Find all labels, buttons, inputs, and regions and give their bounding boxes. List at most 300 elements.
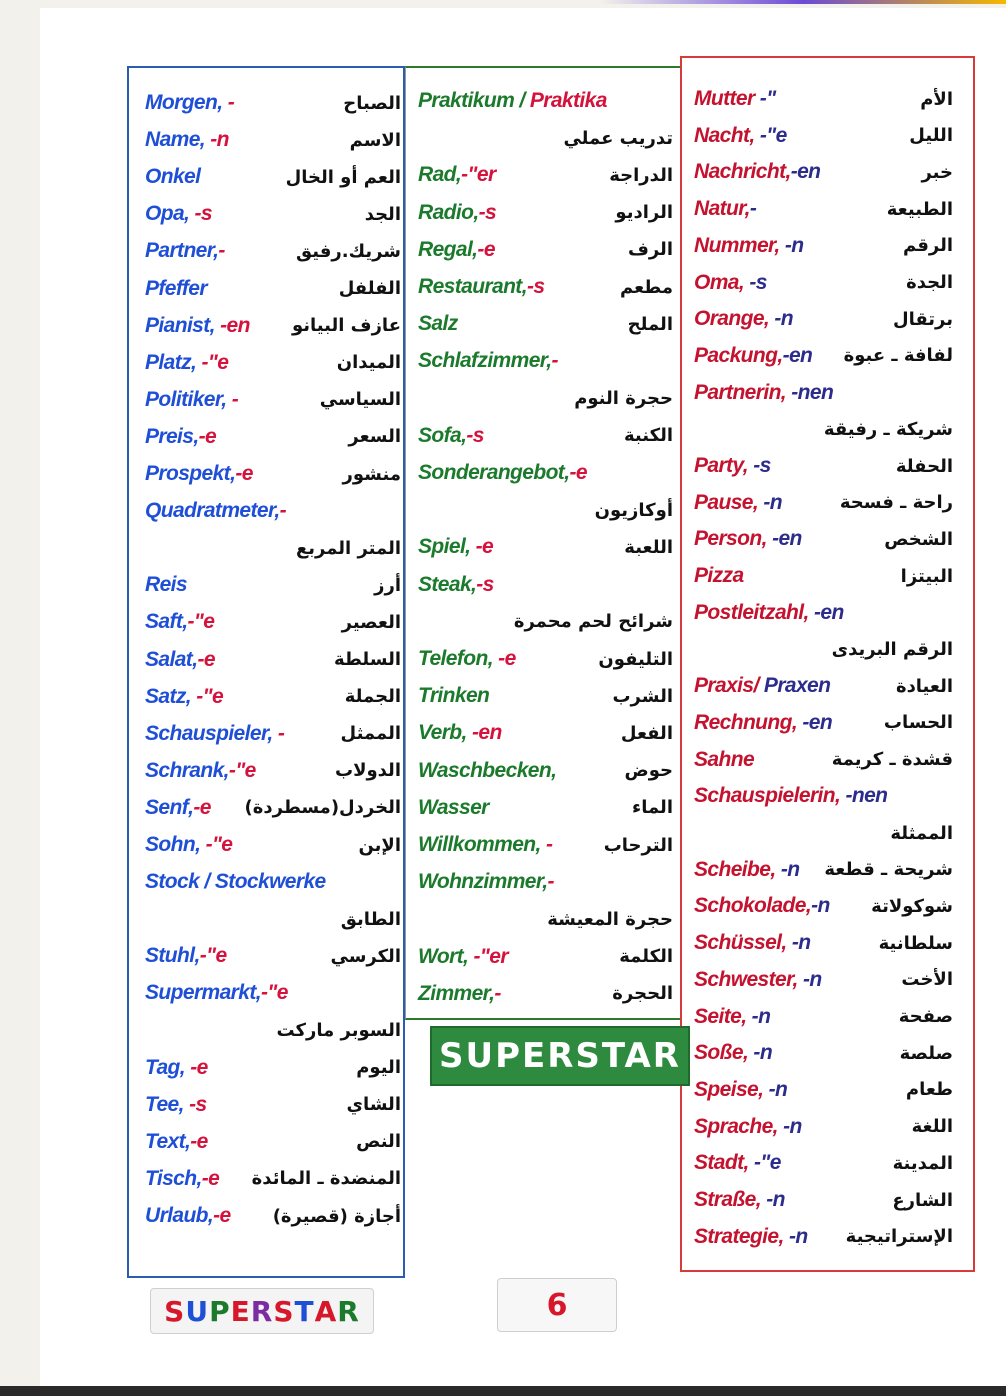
german-word	[694, 271, 767, 295]
german-word	[418, 796, 489, 820]
plural-suffix: -	[494, 981, 501, 1005]
german-word	[694, 87, 776, 111]
german-noun: Zimmer,	[418, 981, 495, 1005]
german-noun: Opa,	[145, 202, 190, 226]
vocab-row	[406, 830, 679, 860]
german-word	[694, 931, 811, 955]
vocab-row	[682, 745, 973, 775]
german-noun: Text,	[145, 1129, 191, 1153]
german-noun: Senf,	[145, 795, 194, 819]
german-noun: Saft,	[145, 610, 188, 634]
german-noun: Nummer,	[694, 233, 780, 257]
german-noun: Supermarkt,	[145, 981, 261, 1005]
vocab-row	[406, 198, 679, 228]
plural-suffix: -n	[758, 490, 782, 514]
german-noun: Schrank,	[145, 758, 229, 782]
plural-suffix: -e	[477, 237, 495, 261]
plural-suffix: -s	[189, 202, 212, 226]
arabic-translation: المنضدة ـ المائدة	[251, 1168, 401, 1190]
vocab-row	[682, 268, 973, 298]
german-word	[694, 601, 844, 625]
vocab-row	[406, 458, 679, 488]
german-noun: Verb,	[418, 721, 467, 745]
german-word	[145, 685, 223, 709]
german-noun: Wohnzimmer,	[418, 870, 548, 894]
vocab-row	[129, 1127, 403, 1157]
german-noun: Regal,	[418, 237, 478, 261]
german-word	[418, 238, 495, 262]
german-word	[145, 277, 207, 301]
german-noun: Spiel,	[418, 535, 471, 559]
vocab-row	[129, 1201, 403, 1231]
vocab-row	[682, 561, 973, 591]
arabic-translation: السلطة	[333, 649, 401, 670]
vocab-row	[406, 570, 679, 600]
arabic-translation: الخردل(مسطردة)	[244, 797, 401, 819]
plural-suffix: -n	[761, 1188, 785, 1211]
arabic-translation: الكرسي	[330, 945, 401, 967]
arabic-translation: الدولاب	[334, 760, 401, 782]
arabic-translation: السوبر ماركت	[276, 1020, 401, 1041]
arabic-translation: السياسي	[319, 389, 401, 411]
vocab-row	[406, 867, 679, 897]
arabic-translation: الماء	[632, 797, 673, 819]
german-word	[694, 1041, 772, 1065]
vocab-row	[129, 570, 403, 600]
arabic-translation: الجملة	[344, 686, 401, 708]
german-noun: Partner,	[145, 239, 219, 263]
logo-letter: U	[185, 1294, 210, 1328]
german-word	[418, 163, 496, 187]
arabic-translation: اليوم	[356, 1057, 401, 1079]
german-noun: Restaurant,	[418, 275, 527, 298]
german-word	[145, 1130, 208, 1154]
arabic-translation: الشخص	[884, 528, 953, 550]
german-word	[418, 275, 544, 299]
german-noun: Schwester,	[694, 967, 798, 991]
vocab-row	[129, 496, 403, 526]
logo-letter: P	[209, 1294, 231, 1328]
vocab-row	[682, 451, 973, 481]
arabic-translation: الأم	[920, 88, 953, 110]
german-noun: Pause,	[694, 490, 759, 514]
german-noun: Praxis/	[694, 674, 759, 698]
german-word	[694, 1188, 785, 1212]
arabic-translation: برتقال	[892, 308, 953, 330]
arabic-translation: المتر المربع	[295, 537, 401, 559]
vocab-row	[682, 1185, 973, 1215]
arabic-translation: أجازة (قصيرة)	[272, 1205, 401, 1227]
plural-suffix: -e	[213, 1204, 231, 1227]
vocab-row	[406, 235, 679, 265]
plural-suffix: Praxen	[758, 674, 831, 698]
vocab-row	[129, 1016, 403, 1046]
german-word	[694, 197, 756, 221]
arabic-translation: العصير	[341, 611, 401, 633]
arabic-translation: العم أو الخال	[285, 166, 401, 188]
german-word	[145, 833, 232, 857]
vocab-row	[129, 236, 403, 266]
arabic-translation: شريك.رفيق	[296, 240, 401, 262]
german-word	[145, 610, 214, 634]
vocab-row	[682, 891, 973, 921]
german-noun: Straße,	[694, 1188, 761, 1211]
arabic-translation: مطعم	[620, 276, 673, 298]
plural-suffix: -s	[748, 454, 771, 477]
vocab-row	[682, 121, 973, 151]
german-noun: Scheibe,	[694, 857, 776, 881]
vocab-row	[406, 272, 679, 302]
vocab-row	[682, 781, 973, 811]
page-bottom-edge	[0, 1386, 1006, 1396]
german-word	[694, 674, 830, 698]
logo-letter: E	[230, 1294, 251, 1328]
german-noun: Trinken	[418, 684, 490, 708]
plural-suffix: -	[279, 499, 286, 523]
german-word	[418, 349, 558, 373]
german-word	[418, 573, 494, 597]
vocab-row	[682, 488, 973, 518]
vocab-row	[129, 793, 403, 823]
german-word	[418, 89, 607, 113]
german-noun: Packung,	[694, 343, 783, 367]
german-word	[145, 165, 200, 189]
arabic-translation: منشور	[342, 463, 401, 485]
german-word	[145, 981, 288, 1005]
arabic-translation: قشدة ـ كريمة	[831, 749, 953, 771]
vocab-row	[129, 645, 403, 675]
german-noun: Nacht,	[694, 123, 755, 147]
german-noun: Wasser	[418, 795, 489, 819]
german-noun: Soße,	[694, 1041, 749, 1065]
german-noun: Person,	[694, 527, 767, 551]
vocab-row	[682, 671, 973, 701]
arabic-translation: طعام	[905, 1079, 953, 1101]
vocab-row	[406, 718, 679, 748]
arabic-translation: سلطانية	[878, 932, 953, 954]
german-noun: Oma,	[694, 270, 745, 294]
german-word	[145, 944, 227, 968]
vocab-row	[406, 532, 679, 562]
german-word	[694, 381, 833, 405]
plural-suffix: -e	[185, 1055, 208, 1079]
vocab-row	[129, 162, 403, 192]
german-word	[145, 388, 238, 412]
plural-suffix: -nen	[840, 784, 888, 808]
plural-suffix: -n	[763, 1077, 788, 1101]
german-word	[418, 201, 496, 225]
vocab-row	[129, 125, 403, 155]
german-noun: Stuhl,	[145, 944, 200, 968]
plural-suffix: -	[551, 349, 558, 373]
arabic-translation: الأخت	[901, 969, 953, 991]
vocab-row	[682, 524, 973, 554]
plural-suffix: -"e	[260, 981, 288, 1005]
german-noun: Onkel	[145, 165, 201, 189]
vocab-row	[682, 818, 973, 848]
german-noun: Name,	[145, 128, 206, 152]
german-word	[694, 748, 754, 772]
plural-suffix: -en	[808, 600, 844, 624]
german-word	[145, 239, 225, 263]
plural-suffix: -s	[744, 270, 767, 294]
plural-suffix: -e	[193, 795, 211, 819]
german-noun: Salat,	[145, 647, 198, 671]
german-word	[694, 527, 802, 551]
german-word	[145, 573, 187, 597]
plural-suffix: -"e	[199, 944, 227, 968]
arabic-translation: الرف	[627, 239, 673, 261]
german-word	[418, 684, 489, 708]
vocab-row	[406, 979, 679, 1009]
german-word	[694, 784, 887, 808]
german-noun: Pizza	[694, 564, 744, 588]
german-noun: Partnerin,	[694, 380, 787, 404]
german-noun: Politiker,	[145, 387, 227, 411]
plural-suffix: -n	[797, 967, 822, 991]
german-word	[418, 870, 554, 894]
german-noun: Stock / Stockwerke	[145, 870, 326, 894]
german-noun: Sohn,	[145, 833, 201, 856]
page-number-box	[497, 1278, 617, 1332]
vocab-row	[129, 904, 403, 934]
arabic-translation: الممثلة	[890, 822, 953, 844]
german-word	[694, 307, 793, 331]
superstar-badge	[430, 1026, 690, 1086]
german-noun: Postleitzahl,	[694, 600, 809, 624]
vocab-row	[682, 1222, 973, 1252]
german-noun: Schauspielerin,	[694, 784, 841, 808]
plural-suffix: Praktika	[524, 89, 607, 112]
german-noun: Nachricht,	[694, 160, 791, 184]
logo-letter: R	[337, 1294, 360, 1328]
plural-suffix: -	[540, 833, 553, 856]
plural-suffix: -"	[754, 87, 776, 110]
german-word	[694, 234, 804, 258]
plural-suffix: -e	[190, 1129, 208, 1153]
german-noun: Sprache,	[694, 1114, 778, 1138]
german-noun: Natur,	[694, 197, 750, 221]
plural-suffix: -n	[205, 128, 229, 152]
logo-letter: T	[294, 1294, 315, 1328]
german-noun: Preis,	[145, 424, 199, 448]
vocab-row	[682, 231, 973, 261]
vocab-row	[406, 309, 679, 339]
vocab-row	[129, 941, 403, 971]
arabic-translation: الجد	[364, 203, 401, 225]
german-noun: Party,	[694, 454, 748, 477]
arabic-translation: الشرب	[612, 685, 673, 707]
arabic-translation: العيادة	[895, 675, 953, 697]
vocab-row	[129, 348, 403, 378]
arabic-translation: الدراجة	[609, 164, 673, 186]
arabic-translation: حجرة المعيشة	[547, 908, 673, 930]
german-noun: Waschbecken,	[418, 758, 557, 782]
plural-suffix: -n	[777, 1114, 802, 1138]
german-noun: Speise,	[694, 1077, 764, 1101]
german-word	[145, 462, 253, 486]
german-word	[418, 461, 587, 485]
vocab-row	[406, 942, 679, 972]
arabic-translation: لفافة ـ عبوة	[843, 345, 953, 367]
vocab-row	[406, 756, 679, 786]
vocab-row	[406, 384, 679, 414]
arabic-translation: الليل	[909, 125, 953, 147]
german-noun: Stadt,	[694, 1151, 749, 1175]
right-vocab-column	[680, 56, 975, 1272]
arabic-translation: الإبن	[358, 834, 401, 856]
superstar-footer-logo	[150, 1288, 374, 1334]
top-color-strip	[600, 0, 1006, 4]
middle-vocab-column	[405, 66, 682, 1020]
plural-suffix: -n	[786, 931, 811, 955]
plural-suffix: -n	[746, 1004, 771, 1028]
german-word	[418, 721, 502, 745]
logo-letter: R	[250, 1294, 274, 1328]
vocab-row	[682, 194, 973, 224]
plural-suffix: -n	[783, 1224, 808, 1248]
german-noun: Schüssel,	[694, 931, 787, 955]
vocab-row	[129, 422, 403, 452]
german-word	[145, 1167, 219, 1191]
plural-suffix: -en	[466, 721, 502, 745]
arabic-translation: السعر	[348, 426, 401, 448]
german-noun: Sofa,	[418, 423, 467, 447]
arabic-translation: شرائح لحم محمرة	[513, 611, 673, 633]
arabic-translation: تدريب عملي	[563, 127, 673, 149]
logo-letter: A	[314, 1294, 338, 1328]
arabic-translation: الحفلة	[895, 455, 953, 477]
vocab-row	[682, 378, 973, 408]
german-word	[694, 711, 832, 735]
german-word	[145, 425, 216, 449]
german-noun: Quadratmeter,	[145, 499, 280, 523]
logo-letter: S	[273, 1294, 295, 1328]
german-noun: Praktikum /	[418, 89, 525, 112]
german-word	[145, 128, 229, 152]
german-word	[145, 870, 326, 894]
plural-suffix: -e	[492, 647, 516, 670]
vocab-row	[406, 160, 679, 190]
vocab-row	[406, 644, 679, 674]
german-word	[418, 982, 501, 1006]
german-noun: Satz,	[145, 684, 192, 708]
arabic-translation: الترحاب	[603, 834, 673, 856]
plural-suffix: -s	[526, 275, 545, 298]
plural-suffix: -e	[235, 462, 253, 485]
german-noun: Mutter	[694, 87, 755, 110]
vocab-row	[406, 495, 679, 525]
plural-suffix: -"e	[748, 1151, 781, 1175]
vocab-row	[129, 311, 403, 341]
plural-suffix: -	[226, 387, 239, 411]
vocab-row	[129, 682, 403, 712]
german-word	[418, 833, 552, 857]
german-word	[694, 968, 822, 992]
plural-suffix: -e	[197, 647, 215, 671]
vocab-row	[682, 341, 973, 371]
vocab-row	[129, 978, 403, 1008]
vocab-row	[129, 756, 403, 786]
arabic-translation: المدينة	[892, 1152, 953, 1174]
arabic-translation: الممثل	[340, 723, 401, 745]
plural-suffix: -en	[790, 160, 821, 184]
plural-suffix: -s	[478, 200, 497, 224]
german-word	[145, 499, 286, 523]
plural-suffix: -"e	[196, 350, 229, 374]
plural-suffix: -nen	[786, 380, 834, 404]
german-word	[145, 648, 215, 672]
arabic-translation: الحساب	[883, 712, 953, 734]
german-word	[145, 1204, 231, 1228]
arabic-translation: أرز	[374, 574, 401, 596]
superstar-badge-text: SUPERSTAR	[439, 1036, 681, 1076]
arabic-translation: الشاي	[346, 1094, 401, 1116]
german-noun: Sahne	[694, 747, 755, 771]
arabic-translation: الاسم	[349, 129, 401, 151]
arabic-translation: الكلمة	[619, 946, 673, 968]
german-noun: Reis	[145, 573, 187, 597]
logo-letter: S	[164, 1294, 186, 1328]
german-word	[145, 759, 256, 783]
vocab-row	[406, 86, 679, 116]
plural-suffix: -n	[748, 1041, 773, 1065]
vocab-row	[129, 867, 403, 897]
german-word	[145, 314, 250, 338]
plural-suffix: -"e	[187, 610, 215, 634]
arabic-translation: حجرة النوم	[574, 388, 673, 410]
vocab-row	[682, 157, 973, 187]
arabic-translation: النص	[356, 1131, 401, 1153]
german-noun: Platz,	[145, 350, 197, 374]
german-noun: Seite,	[694, 1004, 747, 1028]
plural-suffix: -	[218, 239, 225, 263]
arabic-translation: الراديو	[615, 202, 673, 224]
arabic-translation: الفلفل	[338, 278, 401, 299]
arabic-translation: الملح	[627, 313, 673, 335]
plural-suffix: -n	[811, 894, 830, 918]
vocab-row	[129, 533, 403, 563]
plural-suffix: -en	[766, 527, 802, 551]
german-noun: Orange,	[694, 307, 770, 331]
arabic-translation: البيتزا	[900, 565, 953, 587]
german-word	[694, 564, 744, 588]
german-noun: Schauspieler,	[145, 721, 273, 745]
vocab-row	[406, 346, 679, 376]
arabic-translation: شوكولاتة	[871, 895, 953, 917]
arabic-translation: التليفون	[598, 648, 673, 670]
arabic-translation: أوكازيون	[594, 499, 673, 521]
german-noun: Willkommen,	[418, 833, 541, 856]
arabic-translation: الفعل	[620, 722, 673, 744]
german-word	[694, 160, 820, 184]
arabic-translation: اللعبة	[624, 536, 673, 558]
german-noun: Rechnung,	[694, 710, 798, 734]
plural-suffix: -"e	[191, 684, 224, 708]
plural-suffix: -e	[470, 535, 494, 559]
vocab-row	[682, 304, 973, 334]
vocab-row	[682, 708, 973, 738]
arabic-translation: صلصة	[899, 1042, 953, 1064]
german-noun: Schokolade,	[694, 894, 812, 918]
plural-suffix: -	[749, 197, 757, 221]
german-noun: Tee,	[145, 1092, 184, 1116]
arabic-translation: عازف البيانو	[291, 315, 401, 337]
german-word	[418, 312, 458, 336]
vocab-row	[682, 1075, 973, 1105]
vocab-row	[682, 928, 973, 958]
german-word	[145, 91, 234, 115]
